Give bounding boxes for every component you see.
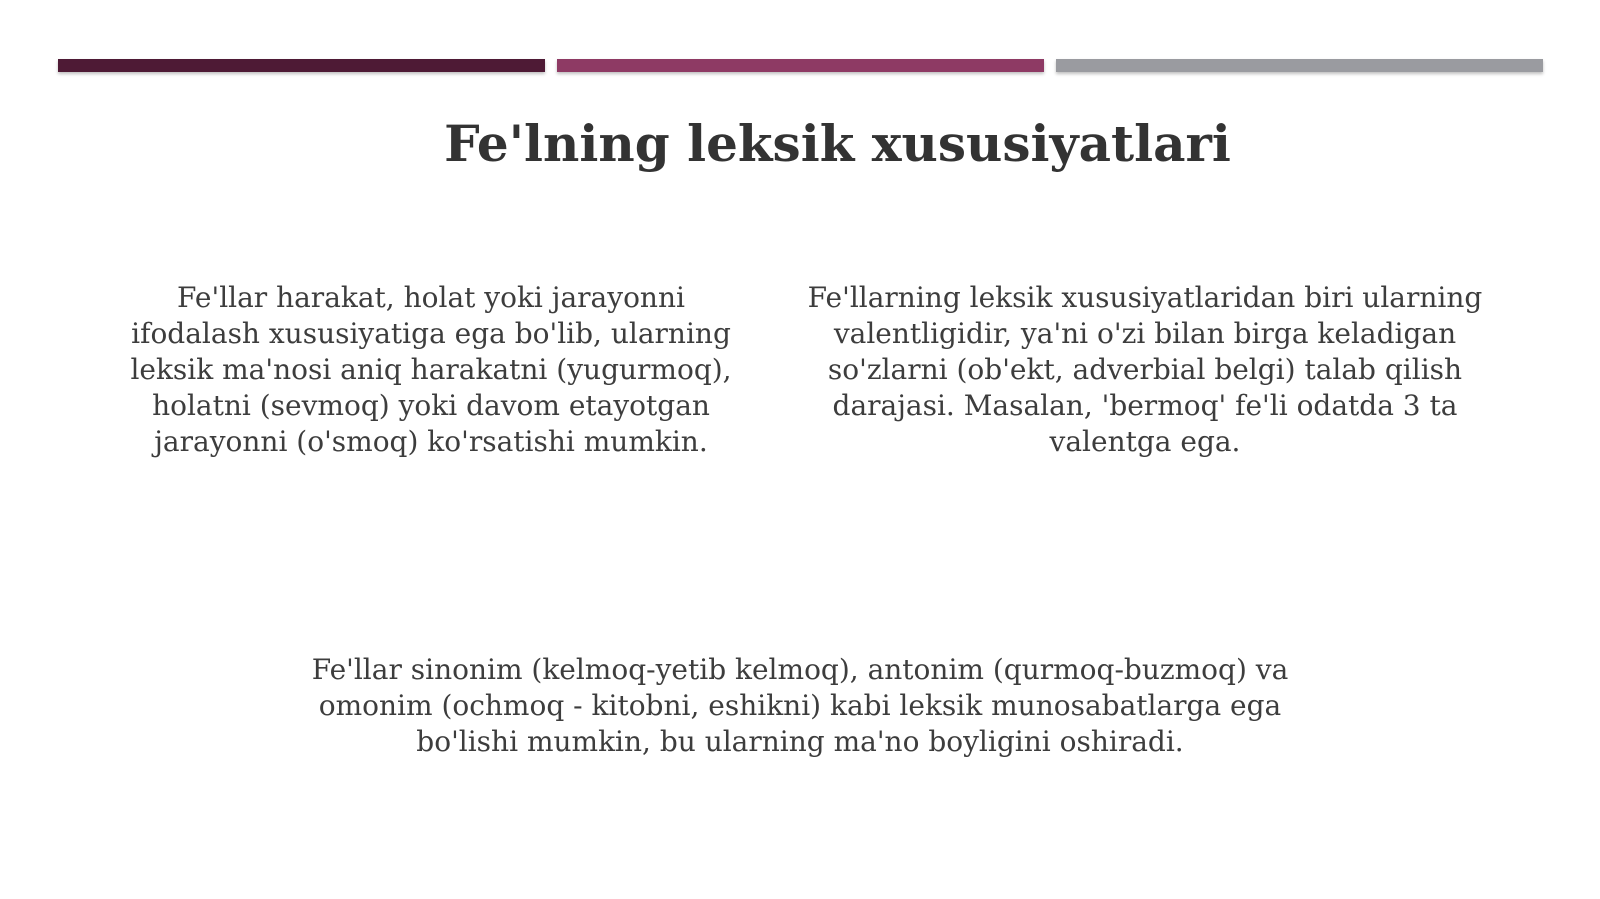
accent-bar-dark-plum	[58, 59, 545, 72]
accent-bar-gray	[1056, 59, 1543, 72]
accent-bar-magenta	[557, 59, 1044, 72]
paragraph-left: Fe'llar harakat, holat yoki jarayonni ifodalash xususiyatiga ega bo'lib, ularning leksik ma'nosi aniq harakatni (yugurmoq), holatni (sevmoq) yoki davom etayotgan jarayonni (o'smoq) ko'rsatishi mumkin.	[130, 281, 732, 458]
paragraph-bottom: Fe'llar sinonim (kelmoq-yetib kelmoq), antonim (qurmoq-buzmoq) va omonim (ochmoq - kitobni, eshikni) kabi leksik munosabatlarga ega bo'lishi mumkin, bu ularning ma'no boyligini oshiradi.	[311, 653, 1289, 758]
paragraph-right: Fe'llarning leksik xususiyatlaridan biri ularning valentligidir, ya'ni o'zi bilan birga keladigan so'zlarni (ob'ekt, adverbial belgi) talab qilish darajasi. Masalan, 'bermoq' fe'li odatda 3 ta valentga ega.	[807, 281, 1483, 458]
slide-title: Fe'lning leksik xususiyatlari	[444, 114, 1231, 173]
